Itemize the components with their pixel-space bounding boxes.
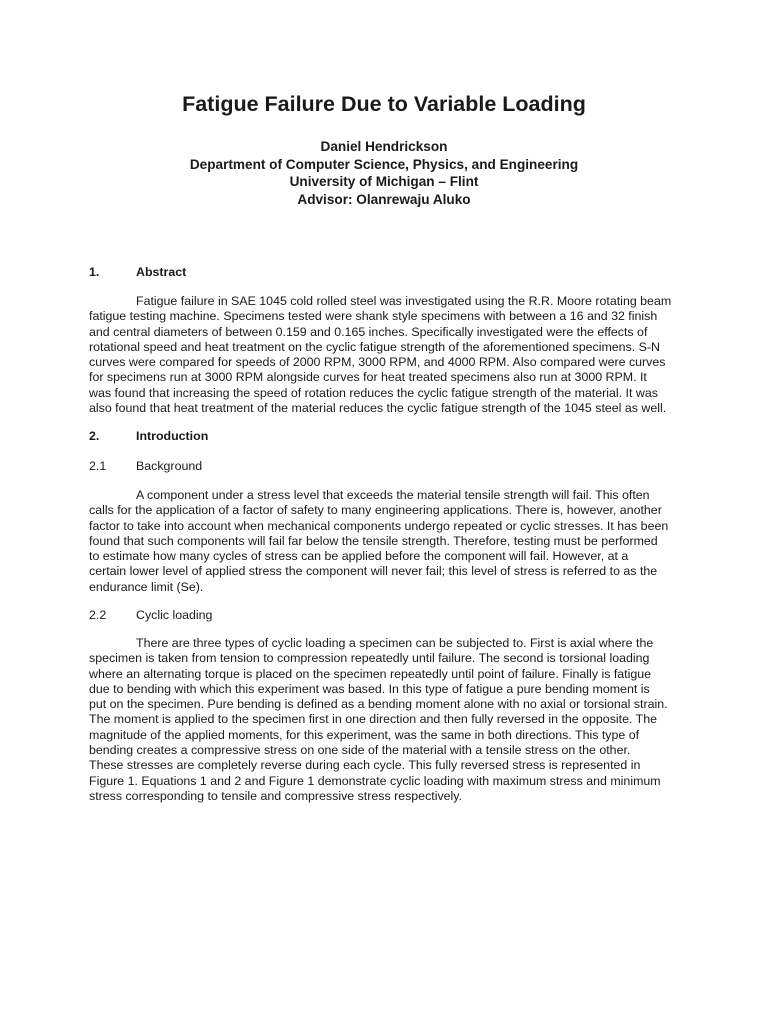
paragraph-line: bending creates a compressive stress on one side of the material with a tensile stress on the other. <box>89 743 631 758</box>
section-heading-introduction <box>89 429 208 443</box>
paragraph-line: The moment is applied to the specimen first in one direction and then fully reversed in the opposite. The <box>89 712 657 727</box>
paragraph-line: Figure 1. Equations 1 and 2 and Figure 1 demonstrate cyclic loading with maximum stress and minimum <box>89 773 661 788</box>
paragraph-line: endurance limit (Se). <box>89 579 204 594</box>
subsection-number: 2.1 <box>89 459 107 473</box>
paragraph-line: A component under a stress level that exceeds the material tensile strength will fail. This often <box>136 488 650 502</box>
paragraph-line: for specimens run at 3000 RPM alongside curves for heat treated specimens also run at 3000 RPM. It <box>89 370 647 385</box>
author-university: University of Michigan – Flint <box>289 174 479 190</box>
paragraph-line: These stresses are completely reverse during each cycle. This fully reversed stress is represented in <box>89 758 641 773</box>
paragraph-line: put on the specimen. Pure bending is defined as a bending moment alone with no axial or torsional strain. <box>89 697 668 712</box>
section-number: 2. <box>89 429 100 443</box>
paragraph-line: and central diameters of between 0.159 and 0.165 inches. Specifically investigated were the effects of <box>89 324 648 339</box>
paragraph-line: to estimate how many cycles of stress can be applied before the component will fail. However, at a <box>89 549 629 564</box>
paragraph-line: Fatigue failure in SAE 1045 cold rolled steel was investigated using the R.R. Moore rotating beam <box>136 294 672 308</box>
paragraph-line: factor to take into account when mechanical components undergo repeated or cyclic stresses. It has been <box>89 518 669 533</box>
section-title: Introduction <box>136 429 209 443</box>
subsection-heading-background <box>89 459 202 473</box>
paragraph-line: There are three types of cyclic loading a specimen can be subjected to. First is axial where the <box>136 636 654 650</box>
author-advisor: Advisor: Olanrewaju Aluko <box>297 191 471 207</box>
paragraph-line: stress corresponding to tensile and compressive stress respectively. <box>89 788 463 803</box>
paragraph-line: also found that heat treatment of the material reduces the cyclic fatigue strength of the 1045 steel as well. <box>89 401 667 416</box>
abstract-paragraph <box>89 294 689 416</box>
subsection-heading-cyclic-loading <box>89 608 212 622</box>
author-block <box>0 138 768 208</box>
paragraph-line: where an alternating torque is placed on the specimen repeatedly until point of failure. Finally is fatigue <box>89 666 652 681</box>
paragraph-line: was found that increasing the speed of rotation reduces the cyclic fatigue strength of the material. It was <box>89 385 658 400</box>
paragraph-line: magnitude of the applied moments, for this experiment, was the same in both directions. This type of <box>89 727 640 742</box>
background-paragraph <box>89 488 689 595</box>
paragraph-line: calls for the application of a factor of safety to many engineering applications. There is, however, another <box>89 503 662 518</box>
paragraph-line: curves were compared for speeds of 2000 RPM, 3000 RPM, and 4000 RPM. Also compared were curves <box>89 355 666 370</box>
subsection-title: Cyclic loading <box>136 608 213 622</box>
section-heading-abstract <box>89 265 186 279</box>
cyclic-loading-paragraph <box>89 636 689 804</box>
subsection-number: 2.2 <box>89 608 107 622</box>
paragraph-line: fatigue testing machine. Specimens tested were shank style specimens with between a 16 and 32 finish <box>89 309 658 324</box>
paper-title: Fatigue Failure Due to Variable Loading <box>182 92 586 116</box>
paragraph-line: rotational speed and heat treatment on the cyclic fatigue strength of the aforementioned specimens. S-N <box>89 339 660 354</box>
author-department: Department of Computer Science, Physics, and Engineering <box>189 156 579 172</box>
subsection-title: Background <box>136 459 203 473</box>
section-number: 1. <box>89 265 100 279</box>
paragraph-line: specimen is taken from tension to compression repeatedly until failure. The second is torsional loading <box>89 651 650 666</box>
section-title: Abstract <box>136 265 187 279</box>
paragraph-line: certain lower level of applied stress the component will never fail; this level of stress is referred to as the <box>89 564 658 579</box>
paragraph-line: found that such components will fail far below the tensile strength. Therefore, testing must be performed <box>89 533 658 548</box>
paragraph-line: due to bending with which this experiment was based. In this type of fatigue a pure bending moment is <box>89 681 650 696</box>
author-name: Daniel Hendrickson <box>320 139 448 154</box>
